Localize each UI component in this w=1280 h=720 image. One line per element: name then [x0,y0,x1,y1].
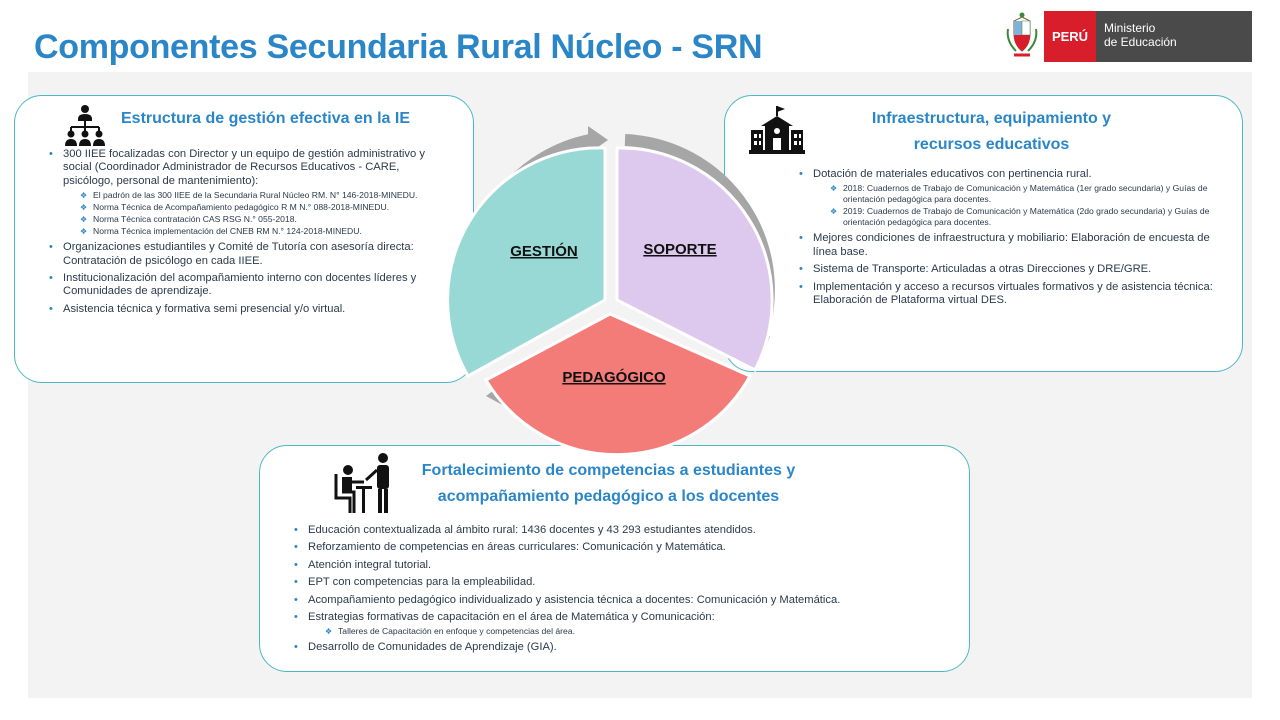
list-item-text: Dotación de materiales educativos con pertinencia rural. [813,168,1092,180]
gestion-card [14,95,474,383]
soporte-title-line-1: Infraestructura, equipamiento y [871,110,1112,127]
list-item: • Institucionalización del acompañamiento interno con docentes líderes y Comunidades de aprendizaje. [63,272,451,299]
label-gestion: GESTIÓN [510,243,578,260]
list-item: • Acompañamiento pedagógico individualizado y asistencia técnica a docentes: Comunicación y Matemática. [308,594,947,607]
list-item: • Implementación y acceso a recursos virtuales formativos y de asistencia técnica: Elaboración de Plataforma virtual DES. [813,281,1220,308]
list-item: • Atención integral tutorial. [308,559,947,572]
org-chart-icon [63,104,107,153]
page-title: Componentes Secundaria Rural Núcleo - SRN [34,28,763,66]
sub-list-item: ❖ 2019: Cuadernos de Trabajo de Comunicación y Matemática (2do grado secundaria) y Guías de orientación pedagógica para docentes. [843,206,1220,228]
ministry-line-1: Ministerio [1104,21,1156,35]
ministry-logo [1000,11,1252,62]
list-item-text: 300 IIEE focalizadas con Director y un equipo de gestión administrativo y social (Coordinador Administrador de Recursos Educativos - CARE, psicólogo, personal de mantenimiento): [63,148,425,187]
sub-list [322,626,947,637]
sub-list-item: ❖ 2018: Cuadernos de Trabajo de Comunicación y Matemática (1er grado secundaria) y Guías de orientación pedagógica para docentes. [843,183,1220,205]
peru-coat-of-arms-icon [1000,11,1044,62]
pedagogico-title-line-1: Fortalecimiento de competencias a estudiantes y [421,462,796,479]
sub-list-item: ❖ Norma Técnica contratación CAS RSG N.° 055-2018. [93,214,451,225]
pedagogico-card [259,445,970,672]
sub-list-item: ❖ El padrón de las 300 IIEE de la Secundaria Rural Núcleo RM. N° 146-2018-MINEDU. [93,190,451,201]
gestion-card-title: Estructura de gestión efectiva en la IE [121,110,410,127]
gestion-list [47,148,451,316]
cycle-diagram [440,118,800,458]
list-item: • Educación contextualizada al ámbito rural: 1436 docentes y 43 293 estudiantes atendidos. [308,524,947,537]
ministry-line-2: de Educación [1104,35,1177,49]
soporte-card-title [763,106,1220,158]
list-item: • Sistema de Transporte: Articuladas a otras Direcciones y DRE/GRE. [813,263,1220,276]
list-item [813,168,1220,228]
sub-list-item: ❖ Norma Técnica de Acompañamiento pedagógico R M N.° 088-2018-MINEDU. [93,202,451,213]
list-item: • Asistencia técnica y formativa semi presencial y/o virtual. [63,303,451,316]
sub-list-item: ❖ Norma Técnica implementación del CNEB RM N.° 124-2018-MINEDU. [93,226,451,237]
list-item [308,611,947,637]
peru-label: PERÚ [1044,11,1096,62]
teacher-student-icon [330,452,400,519]
list-item-text: Estrategias formativas de capacitación en el área de Matemática y Comunicación: [308,611,715,624]
list-item: • Mejores condiciones de infraestructura y mobiliario: Elaboración de encuesta de línea base. [813,232,1220,259]
ministry-name [1096,11,1252,62]
label-pedagogico: PEDAGÓGICO [562,369,666,386]
pedagogico-list [292,524,947,655]
sub-list-item: ❖ Talleres de Capacitación en enfoque y competencias del área. [338,626,947,637]
pedagogico-title-line-2: acompañamiento pedagógico a los docentes [437,488,780,505]
soporte-title-line-2: recursos educativos [913,136,1070,153]
list-item: • Reforzamiento de competencias en áreas curriculares: Comunicación y Matemática. [308,541,947,554]
soporte-list [797,168,1220,307]
list-item [63,148,451,237]
list-item: • Organizaciones estudiantiles y Comité de Tutoría con asesoría directa: Contratación de psicólogo en cada IIEE. [63,241,451,268]
sub-list [827,183,1220,228]
label-soporte: SOPORTE [643,241,717,258]
sub-list [77,190,451,237]
list-item: • EPT con competencias para la empleabilidad. [308,576,947,589]
list-item: • Desarrollo de Comunidades de Aprendizaje (GIA). [308,641,947,654]
soporte-card [724,95,1243,372]
